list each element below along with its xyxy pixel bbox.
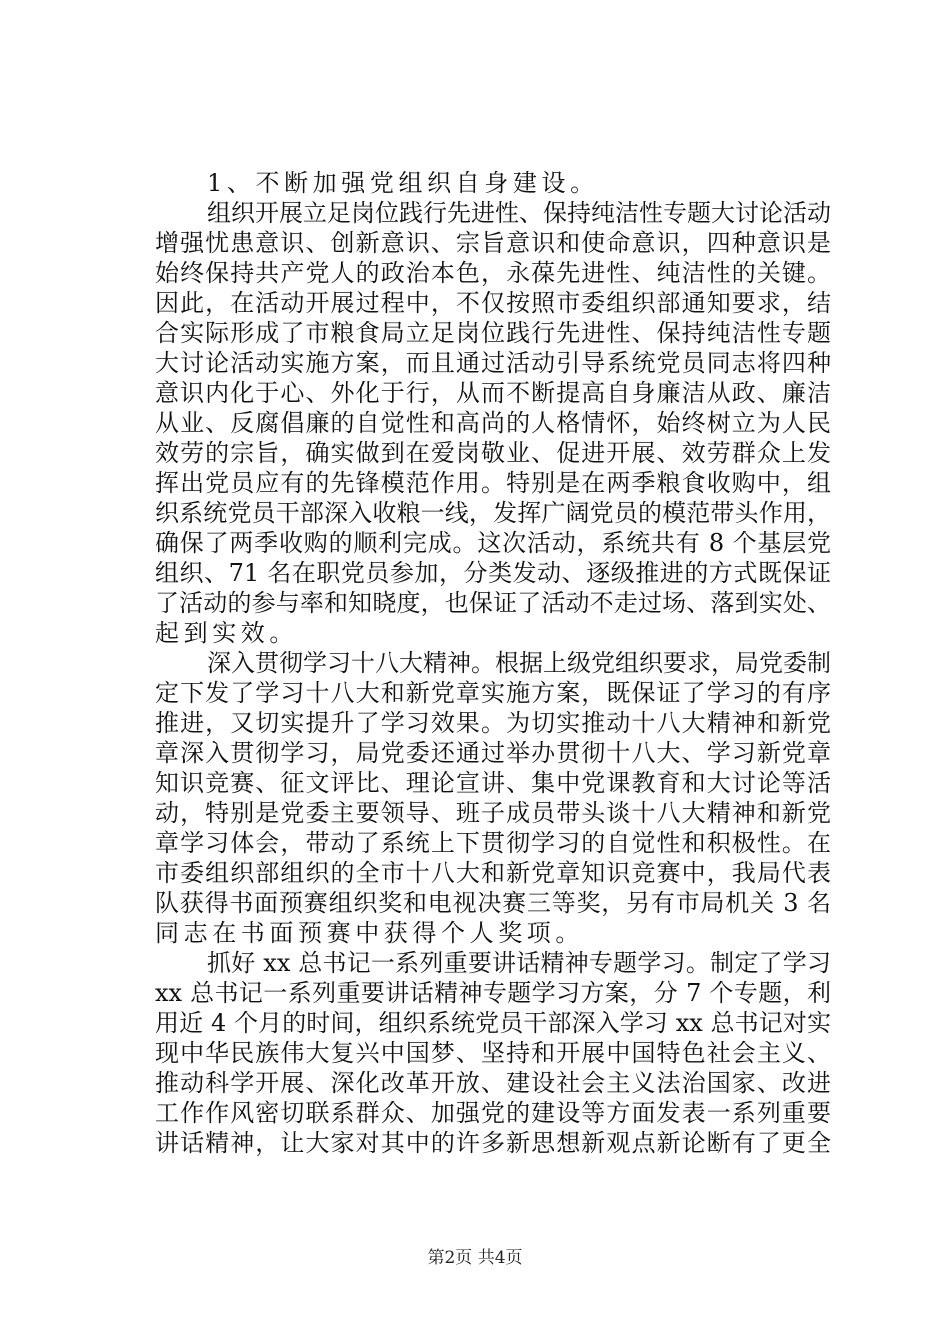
text-line: 定下发了学习十八大和新党章实施方案，既保证了学习的有序 [155,679,831,707]
text-line: 用近 4 个月的时间，组织系统党员干部深入学习 xx 总书记对实 [155,1009,831,1037]
text-line: 起到实效。 [155,619,298,647]
page-footer: 第2页 共4页 [427,1248,523,1268]
text-line: 挥出党员应有的先锋模范作用。特别是在两季粮食收购中，组 [155,469,831,497]
text-line: 市委组织部组织的全市十八大和新党章知识竞赛中，我局代表 [155,859,831,887]
text-line: 因此，在活动开展过程中，不仅按照市委组织部通知要求，结 [155,289,831,317]
text-line: 工作作风密切联系群众、加强党的建设等方面发表一系列重要 [155,1099,831,1127]
text-line: 推进，又切实提升了学习效果。为切实推动十八大精神和新党 [155,709,831,737]
text-line: 组织、71 名在职党员参加，分类发动、逐级推进的方式既保证 [155,559,831,587]
text-line: 确保了两季收购的顺利完成。这次活动，系统共有 8 个基层党 [155,529,831,557]
text-line: 从业、反腐倡廉的自觉性和高尚的人格情怀，始终树立为人民 [155,409,831,437]
text-line: 织系统党员干部深入收粮一线，发挥广阔党员的模范带头作用， [155,499,831,527]
text-line: 了活动的参与率和知晓度，也保证了活动不走过场、落到实处、 [155,589,831,617]
text-line: 深入贯彻学习十八大精神。根据上级党组织要求，局党委制 [207,649,831,677]
text-line: 大讨论活动实施方案，而且通过活动引导系统党员同志将四种 [155,349,831,377]
text-line: 动，特别是党委主要领导、班子成员带头谈十八大精神和新党 [155,799,831,827]
text-line: 章深入贯彻学习，局党委还通过举办贯彻十八大、学习新党章 [155,739,831,767]
text-line: 始终保持共产党人的政治本色，永葆先进性、纯洁性的关键。 [155,259,831,287]
text-line: 组织开展立足岗位践行先进性、保持纯洁性专题大讨论活动 [207,199,831,227]
text-line: 意识内化于心、外化于行，从而不断提高自身廉洁从政、廉洁 [155,379,831,407]
text-line: 1、不断加强党组织自身建设。 [207,169,599,197]
text-line: 推动科学开展、深化改革开放、建设社会主义法治国家、改进 [155,1069,831,1097]
text-line: 同志在书面预赛中获得个人奖项。 [155,919,584,947]
text-line: 知识竞赛、征文评比、理论宣讲、集中党课教育和大讨论等活 [155,769,831,797]
text-line: 队获得书面预赛组织奖和电视决赛三等奖，另有市局机关 3 名 [155,889,831,917]
text-line: 效劳的宗旨，确实做到在爱岗敬业、促进开展、效劳群众上发 [155,439,831,467]
text-line: 增强忧患意识、创新意识、宗旨意识和使命意识，四种意识是 [155,229,831,257]
text-line: 现中华民族伟大复兴中国梦、坚持和开展中国特色社会主义、 [155,1039,831,1067]
text-line: 讲话精神，让大家对其中的许多新思想新观点新论断有了更全 [155,1129,831,1157]
text-line: xx 总书记一系列重要讲话精神专题学习方案，分 7 个专题，利 [155,979,831,1007]
text-line: 抓好 xx 总书记一系列重要讲话精神专题学习。制定了学习 [207,949,831,977]
document-body [155,168,831,1158]
text-line: 章学习体会，带动了系统上下贯彻学习的自觉性和积极性。在 [155,829,831,857]
text-line: 合实际形成了市粮食局立足岗位践行先进性、保持纯洁性专题 [155,319,831,347]
